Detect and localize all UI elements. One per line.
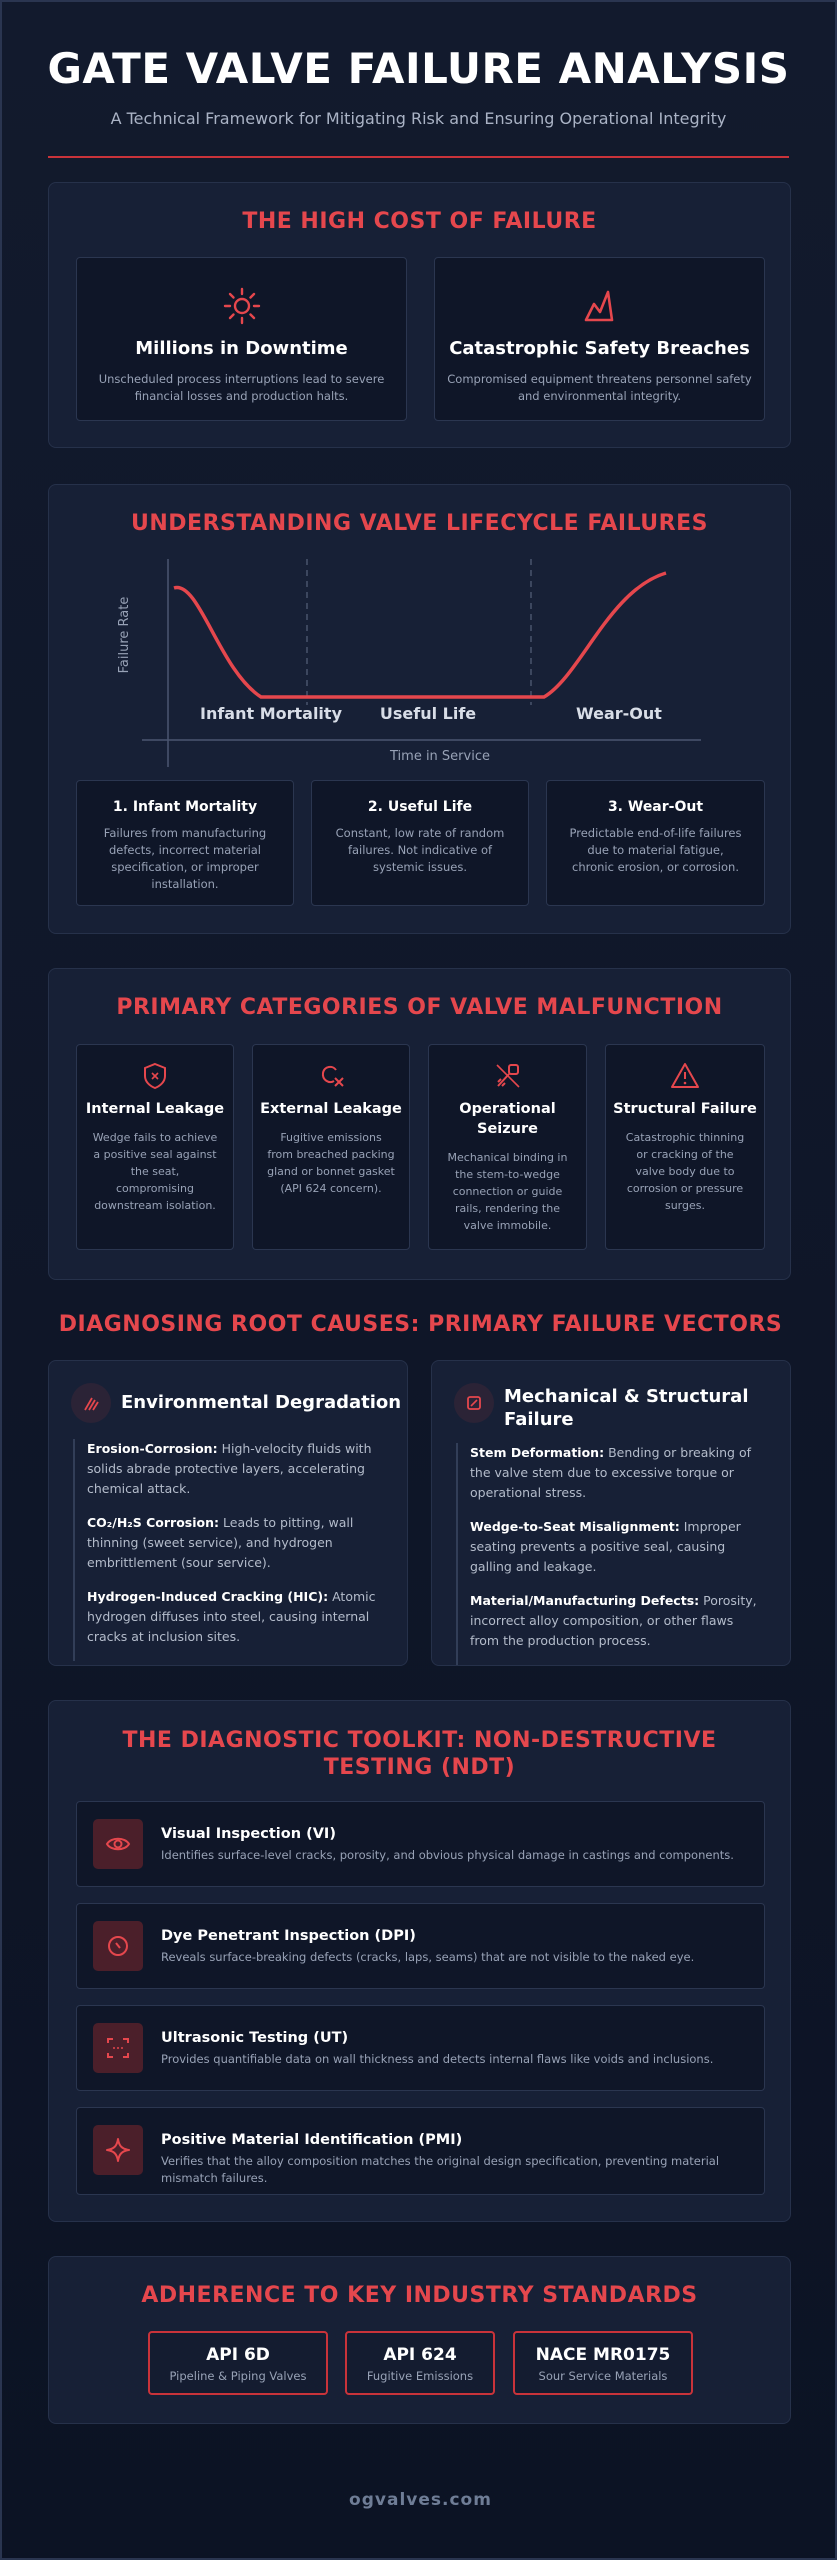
- standards-section: [48, 2256, 791, 2424]
- cost-title: THE HIGH COST OF FAILURE: [242, 209, 597, 234]
- lifecycle-heading: 3. Wear-Out: [607, 799, 704, 815]
- lifecycle-card: [311, 780, 529, 906]
- drop-icon: [93, 1921, 143, 1971]
- malfunction-description: Catastrophic thinning or cracking of the valve body due to corrosion or pressure surges.: [625, 1131, 745, 1212]
- header-divider: [48, 156, 789, 158]
- broken-chart-icon: [435, 286, 764, 326]
- standard-badge: [513, 2331, 693, 2395]
- cost-description: Compromised equipment threatens personnel safety and environmental integrity.: [447, 372, 752, 403]
- cost-heading: Catastrophic Safety Breaches: [449, 338, 750, 359]
- cost-description: Unscheduled process interruptions lead to severe financial losses and production halts.: [98, 372, 385, 403]
- shield-icon: [77, 1061, 233, 1091]
- phase-label: Useful Life: [379, 704, 477, 723]
- bathtub-curve-chart: [49, 485, 792, 775]
- malfunction-description: Mechanical binding in the stem-to-wedge connection or guide rails, rendering the valve immobile.: [447, 1151, 568, 1232]
- environment-icon: [71, 1383, 111, 1423]
- ndt-description: Provides quantifiable data on wall thickness and detects internal flaws like voids and inclusions.: [161, 2052, 714, 2066]
- header: [2, 2, 835, 158]
- root-item: Material/Manufacturing Defects: Porosity, incorrect alloy composition, or other flaws from the production process.: [470, 1593, 757, 1648]
- ndt-item: [76, 2107, 765, 2195]
- ndt-description: Reveals surface-breaking defects (cracks, laps, seams) that are not visible to the naked eye.: [161, 1950, 695, 1964]
- phase-label: Wear-Out: [576, 704, 662, 723]
- cost-card-downtime: [76, 257, 407, 421]
- sparkle-icon: [93, 2125, 143, 2175]
- lifecycle-heading: 2. Useful Life: [367, 799, 473, 815]
- phase-label: Infant Mortality: [199, 704, 343, 723]
- standard-code: API 6D: [206, 2345, 270, 2365]
- malfunction-heading: Internal Leakage: [85, 1101, 225, 1117]
- root-list: [456, 1443, 766, 1665]
- eye-icon: [93, 1819, 143, 1869]
- lifecycle-section: [48, 484, 791, 934]
- seized-gear-icon: [429, 1061, 586, 1091]
- lifecycle-card: [76, 780, 294, 906]
- root-card-title: Environmental Degradation: [121, 1392, 402, 1413]
- lifecycle-description: Failures from manufacturing defects, incorrect material specification, or improper installation.: [103, 826, 267, 891]
- cost-card-safety: [434, 257, 765, 421]
- malfunction-heading: External Leakage: [260, 1101, 402, 1117]
- root-item: Wedge-to-Seat Misalignment: Improper seating prevents a positive seal, causing galling and leakage.: [470, 1519, 741, 1574]
- root-item: CO₂/H₂S Corrosion: Leads to pitting, wall thinning (sweet service), and hydrogen embrittlement (sour service).: [87, 1515, 354, 1570]
- page-title: GATE VALVE FAILURE ANALYSIS: [47, 44, 790, 93]
- malfunction-heading: Operational Seizure: [459, 1101, 556, 1137]
- standards-title: ADHERENCE TO KEY INDUSTRY STANDARDS: [141, 2283, 698, 2308]
- ndt-item: [76, 1903, 765, 1989]
- ndt-name: Ultrasonic Testing (UT): [161, 2030, 349, 2046]
- ndt-name: Visual Inspection (VI): [161, 1826, 336, 1842]
- lifecycle-title: UNDERSTANDING VALVE LIFECYCLE FAILURES: [131, 511, 708, 536]
- y-axis-label: Failure Rate: [117, 596, 132, 674]
- ndt-description: Identifies surface-level cracks, porosity, and obvious physical damage in castings and components.: [161, 1848, 734, 1862]
- lifecycle-card: [546, 780, 765, 906]
- root-item: Stem Deformation: Bending or breaking of the valve stem due to excessive torque or operational stress.: [470, 1445, 751, 1500]
- cost-section: [48, 182, 791, 448]
- standard-badge: [148, 2331, 328, 2395]
- ndt-item: [76, 2005, 765, 2091]
- malfunction-card: [428, 1044, 587, 1250]
- ndt-section: [48, 1700, 791, 2222]
- lifecycle-description: Constant, low rate of random failures. Not indicative of systemic issues.: [335, 826, 505, 874]
- lifecycle-description: Predictable end-of-life failures due to material fatigue, chronic erosion, or corrosion.: [569, 826, 742, 874]
- lifecycle-heading: 1. Infant Mortality: [112, 799, 258, 815]
- standard-label: Fugitive Emissions: [366, 2369, 474, 2383]
- malfunction-card: [605, 1044, 765, 1250]
- scan-icon: [93, 2023, 143, 2073]
- ndt-name: Dye Penetrant Inspection (DPI): [161, 1928, 416, 1944]
- standard-badge: [345, 2331, 495, 2395]
- root-causes-title: DIAGNOSING ROOT CAUSES: PRIMARY FAILURE VECTORS: [58, 1312, 783, 1337]
- standard-code: API 624: [383, 2345, 457, 2365]
- malfunction-section: [48, 968, 791, 1280]
- malfunction-title: PRIMARY CATEGORIES OF VALVE MALFUNCTION: [116, 995, 723, 1020]
- cost-heading: Millions in Downtime: [135, 338, 348, 359]
- root-item: Erosion-Corrosion: High-velocity fluids with solids abrade protective layers, accelerating chemical attack.: [87, 1441, 372, 1496]
- malfunction-card: [252, 1044, 410, 1250]
- leak-icon: [253, 1061, 409, 1091]
- standard-label: Sour Service Materials: [538, 2369, 668, 2383]
- ndt-description: Verifies that the alloy composition matches the original design specification, preventing material mismatch failures.: [161, 2154, 720, 2185]
- footer-site: ogvalves.com: [349, 2490, 492, 2510]
- malfunction-card: [76, 1044, 234, 1250]
- malfunction-heading: Structural Failure: [613, 1101, 757, 1117]
- ndt-title: THE DIAGNOSTIC TOOLKIT: NON-DESTRUCTIVE TESTING (NDT): [122, 1728, 717, 1780]
- warning-icon: [606, 1061, 764, 1091]
- standard-label: Pipeline & Piping Valves: [169, 2369, 307, 2383]
- root-item: Hydrogen-Induced Cracking (HIC): Atomic hydrogen diffuses into steel, causing internal cracks at inclusion sites.: [87, 1589, 376, 1644]
- x-axis-label: Time in Service: [390, 749, 490, 764]
- failure-rate-curve: [174, 573, 666, 697]
- gear-icon: [77, 286, 406, 326]
- mechanical-icon: [454, 1383, 494, 1423]
- root-card-title: Mechanical & Structural Failure: [504, 1386, 749, 1430]
- ndt-name: Positive Material Identification (PMI): [161, 2132, 463, 2148]
- root-card-environmental: [48, 1360, 408, 1666]
- malfunction-description: Fugitive emissions from breached packing gland or bonnet gasket (API 624 concern).: [267, 1131, 395, 1195]
- root-card-mechanical: [431, 1360, 791, 1666]
- page-subtitle: A Technical Framework for Mitigating Risk and Ensuring Operational Integrity: [110, 109, 727, 128]
- ndt-item: [76, 1801, 765, 1887]
- root-list: [73, 1439, 383, 1661]
- standard-code: NACE MR0175: [535, 2345, 671, 2365]
- malfunction-description: Wedge fails to achieve a positive seal against the seat, compromising downstream isolation.: [92, 1131, 218, 1212]
